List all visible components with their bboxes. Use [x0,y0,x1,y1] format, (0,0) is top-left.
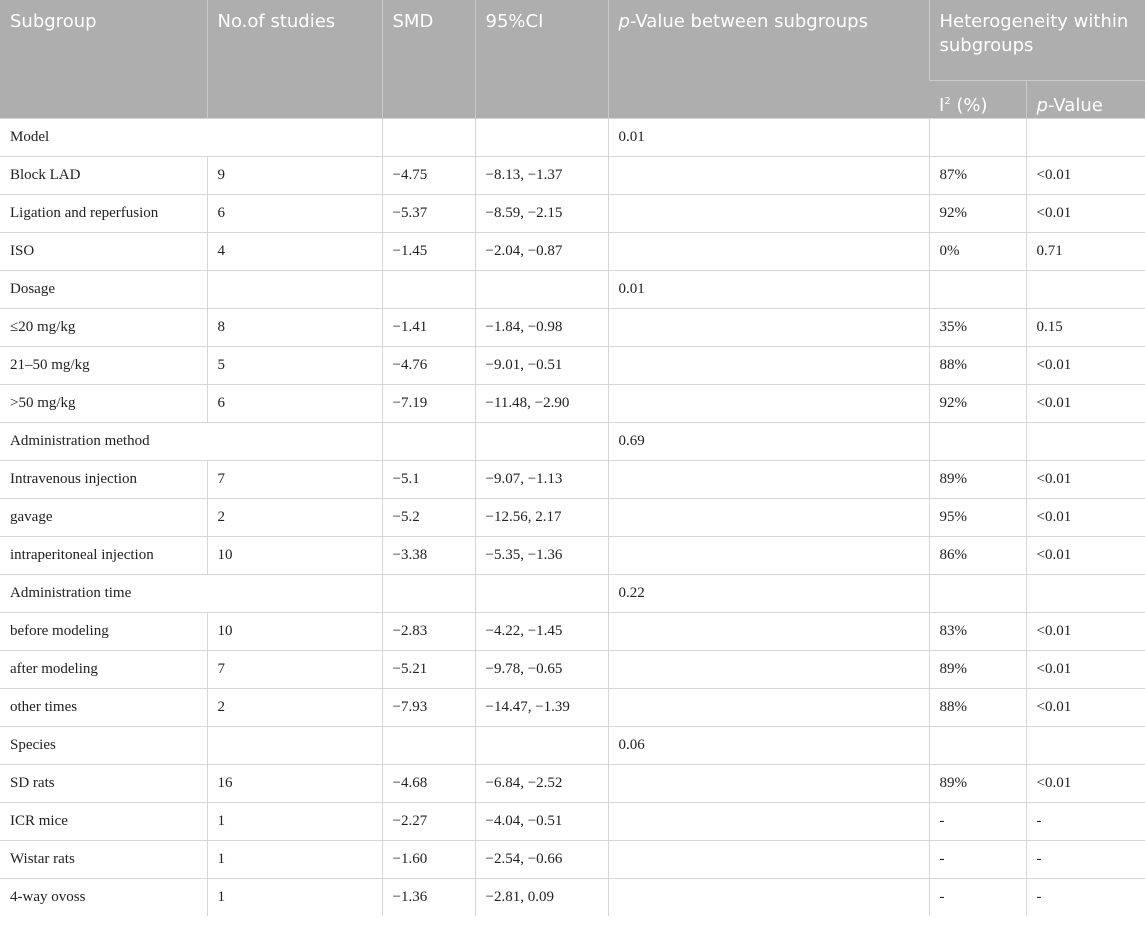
header-p-value [1026,80,1145,118]
group-label: Species [0,726,207,764]
cell-ci: −4.22, −1.45 [475,612,608,650]
cell-ci: −2.54, −0.66 [475,840,608,878]
cell-i2: 92% [929,384,1026,422]
cell-i2: 35% [929,308,1026,346]
cell-ci: −14.47, −1.39 [475,688,608,726]
table-row [0,194,1145,232]
group-header-row [0,270,1145,308]
cell-studies: 2 [207,688,382,726]
cell-subgroup: 21–50 mg/kg [0,346,207,384]
cell-studies: 4 [207,232,382,270]
cell-studies: 7 [207,460,382,498]
cell-smd: −5.37 [382,194,475,232]
cell-subgroup: after modeling [0,650,207,688]
cell-studies: 8 [207,308,382,346]
cell-p-between [608,232,929,270]
cell-p-value: <0.01 [1026,346,1145,384]
header-heterogeneity: Heterogeneity within subgroups [929,0,1145,80]
cell-i2: - [929,878,1026,916]
cell-p-between [608,498,929,536]
cell-i2: 89% [929,650,1026,688]
group-label: Administration time [0,574,382,612]
cell-studies: 10 [207,612,382,650]
table-row [0,460,1145,498]
cell-p-between [608,308,929,346]
cell-smd: −1.60 [382,840,475,878]
cell-p-value: <0.01 [1026,194,1145,232]
empty-cell [382,118,475,156]
cell-p-between [608,612,929,650]
cell-ci: −4.04, −0.51 [475,802,608,840]
cell-p-between [608,688,929,726]
cell-smd: −1.41 [382,308,475,346]
cell-subgroup: gavage [0,498,207,536]
table-row [0,308,1145,346]
table-row [0,650,1145,688]
header-i2-base: I [939,94,945,116]
cell-subgroup: Block LAD [0,156,207,194]
cell-subgroup: >50 mg/kg [0,384,207,422]
cell-ci: −1.84, −0.98 [475,308,608,346]
header-subgroup: Subgroup [0,0,207,118]
empty-cell [382,422,475,460]
cell-i2: 89% [929,764,1026,802]
empty-cell [475,422,608,460]
header-smd: SMD [382,0,475,118]
cell-ci: −8.13, −1.37 [475,156,608,194]
empty-cell [929,726,1026,764]
group-label: Model [0,118,382,156]
cell-studies: 1 [207,840,382,878]
empty-cell [929,270,1026,308]
group-label: Dosage [0,270,207,308]
empty-cell [207,270,382,308]
empty-cell [475,270,608,308]
cell-i2: 86% [929,536,1026,574]
cell-studies: 7 [207,650,382,688]
empty-cell [929,118,1026,156]
cell-smd: −7.93 [382,688,475,726]
table-row [0,498,1145,536]
group-p-between: 0.06 [608,726,929,764]
table-body [0,118,1145,916]
cell-subgroup: other times [0,688,207,726]
empty-cell [207,726,382,764]
cell-p-value: <0.01 [1026,498,1145,536]
cell-i2: 83% [929,612,1026,650]
cell-smd: −4.76 [382,346,475,384]
table-row [0,802,1145,840]
cell-subgroup: before modeling [0,612,207,650]
cell-subgroup: intraperitoneal injection [0,536,207,574]
cell-i2: 0% [929,232,1026,270]
cell-ci: −2.04, −0.87 [475,232,608,270]
cell-p-value: <0.01 [1026,688,1145,726]
empty-cell [382,270,475,308]
table-row [0,384,1145,422]
group-p-between: 0.69 [608,422,929,460]
group-label: Administration method [0,422,382,460]
cell-ci: −9.01, −0.51 [475,346,608,384]
empty-cell [475,726,608,764]
empty-cell [475,118,608,156]
cell-p-between [608,650,929,688]
cell-ci: −11.48, −2.90 [475,384,608,422]
empty-cell [382,726,475,764]
cell-smd: −2.27 [382,802,475,840]
cell-ci: −2.81, 0.09 [475,878,608,916]
cell-i2: 87% [929,156,1026,194]
cell-subgroup: Wistar rats [0,840,207,878]
cell-i2: - [929,802,1026,840]
table-row [0,156,1145,194]
cell-ci: −6.84, −2.52 [475,764,608,802]
group-p-between: 0.01 [608,118,929,156]
cell-p-value: <0.01 [1026,460,1145,498]
header-studies: No.of studies [207,0,382,118]
cell-i2: 95% [929,498,1026,536]
cell-smd: −4.68 [382,764,475,802]
header-i2-sup: 2 [944,95,951,107]
empty-cell [1026,118,1145,156]
cell-ci: −12.56, 2.17 [475,498,608,536]
group-header-row [0,726,1145,764]
group-header-row [0,574,1145,612]
group-header-row [0,118,1145,156]
cell-i2: - [929,840,1026,878]
cell-ci: −8.59, −2.15 [475,194,608,232]
cell-smd: −1.36 [382,878,475,916]
empty-cell [475,574,608,612]
cell-p-between [608,764,929,802]
table-row [0,536,1145,574]
cell-p-between [608,460,929,498]
group-p-between: 0.01 [608,270,929,308]
cell-studies: 2 [207,498,382,536]
empty-cell [1026,270,1145,308]
empty-cell [929,574,1026,612]
cell-p-value: <0.01 [1026,764,1145,802]
cell-p-value: - [1026,802,1145,840]
empty-cell [382,574,475,612]
cell-smd: −3.38 [382,536,475,574]
cell-p-value: <0.01 [1026,384,1145,422]
cell-p-value: 0.71 [1026,232,1145,270]
cell-subgroup: 4-way ovoss [0,878,207,916]
cell-studies: 6 [207,194,382,232]
cell-p-between [608,346,929,384]
cell-subgroup: SD rats [0,764,207,802]
cell-p-value: <0.01 [1026,650,1145,688]
cell-subgroup: ISO [0,232,207,270]
cell-p-between [608,878,929,916]
cell-smd: −2.83 [382,612,475,650]
cell-i2: 88% [929,688,1026,726]
cell-i2: 92% [929,194,1026,232]
cell-ci: −5.35, −1.36 [475,536,608,574]
cell-subgroup: Ligation and reperfusion [0,194,207,232]
cell-subgroup: ≤20 mg/kg [0,308,207,346]
header-p-between [608,0,929,118]
empty-cell [1026,422,1145,460]
header-p-between-text: -Value between subgroups [629,11,868,32]
cell-ci: −9.78, −0.65 [475,650,608,688]
cell-studies: 5 [207,346,382,384]
cell-ci: −9.07, −1.13 [475,460,608,498]
empty-cell [1026,726,1145,764]
table-row [0,232,1145,270]
cell-subgroup: Intravenous injection [0,460,207,498]
header-i2-text: (%) [950,94,988,116]
cell-subgroup: ICR mice [0,802,207,840]
table-header [0,0,1145,118]
cell-p-between [608,194,929,232]
cell-p-value: - [1026,840,1145,878]
cell-p-between [608,384,929,422]
cell-p-between [608,156,929,194]
cell-smd: −5.21 [382,650,475,688]
cell-smd: −5.2 [382,498,475,536]
group-p-between: 0.22 [608,574,929,612]
header-i2 [929,80,1026,118]
table-row [0,878,1145,916]
cell-p-value: - [1026,878,1145,916]
cell-p-between [608,536,929,574]
table-row [0,612,1145,650]
header-ci: 95%CI [475,0,608,118]
cell-studies: 1 [207,802,382,840]
cell-smd: −7.19 [382,384,475,422]
group-header-row [0,422,1145,460]
header-p-value-italic: p [1036,94,1048,116]
cell-studies: 9 [207,156,382,194]
header-p-value-text: -Value [1047,94,1103,116]
cell-p-value: <0.01 [1026,156,1145,194]
cell-studies: 6 [207,384,382,422]
cell-i2: 89% [929,460,1026,498]
table-row [0,840,1145,878]
cell-smd: −5.1 [382,460,475,498]
cell-p-value: <0.01 [1026,536,1145,574]
cell-p-value: 0.15 [1026,308,1145,346]
cell-p-between [608,802,929,840]
cell-i2: 88% [929,346,1026,384]
cell-p-value: <0.01 [1026,612,1145,650]
cell-smd: −1.45 [382,232,475,270]
cell-p-between [608,840,929,878]
table-row [0,346,1145,384]
empty-cell [929,422,1026,460]
table-row [0,764,1145,802]
cell-smd: −4.75 [382,156,475,194]
cell-studies: 16 [207,764,382,802]
cell-studies: 10 [207,536,382,574]
cell-studies: 1 [207,878,382,916]
header-p-between-italic: p [618,11,630,32]
empty-cell [1026,574,1145,612]
table-row [0,688,1145,726]
